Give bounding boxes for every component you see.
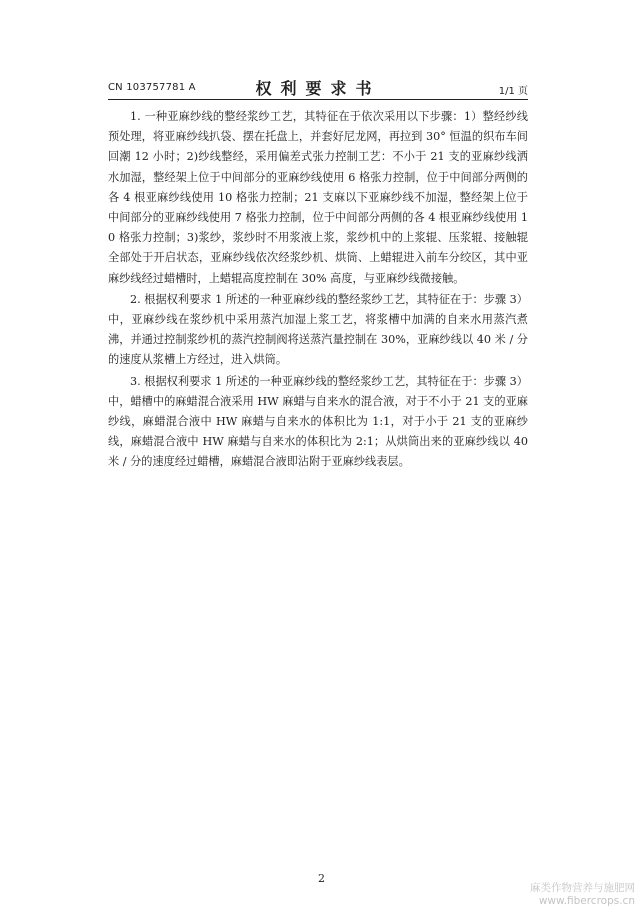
claim-1: 1. 一种亚麻纱线的整经浆纱工艺，其特征在于依次采用以下步骤：1）整经纱线预处理，将亚麻纱线扒袋、摆在托盘上，并套好尼龙网，再拉到 30° 恒温的织布车间回潮 12 小时；2)纱线整经，采用偏差式张力控制工艺：不小于 21 支的亚麻纱线洒水加湿，整经架上位于中间部分的亚麻纱线使用 6 格张力控制，位于中间部分两侧的各 4 根亚麻纱线使用 10 格张力控制；21 支麻以下亚麻纱线不加湿，整经架上位于中间部分的亚麻纱线使用 7 格张力控制，位于中间部分两侧的各 4 根亚麻纱线使用 10 格张力控制；3)浆纱，浆纱时不用浆液上浆，浆纱机中的上浆辊、压浆辊、接触辊全部处于开启状态，亚麻纱线依次经浆纱机、烘筒、上蜡辊进入前车分绞区，其中亚麻纱线经过蜡槽时，上蜡辊高度控制在 30% 高度，与亚麻纱线微接触。: [108, 110, 528, 285]
page-number: 2: [318, 872, 325, 885]
watermark-site-name: 麻类作物营养与施肥网: [530, 882, 635, 894]
document-title: 权利要求书: [255, 79, 381, 98]
claim-3: 3. 根据权利要求 1 所述的一种亚麻纱线的整经浆纱工艺，其特征在于：步骤 3）中，蜡槽中的麻蜡混合液采用 HW 麻蜡与自来水的混合液，对于不小于 21 支的亚麻纱线，麻蜡混合液中 HW 麻蜡与自来水的体积比为 1:1，对于小于 21 支的亚麻纱线，麻蜡混合液中 HW 麻蜡与自来水的体积比为 2:1；从烘筒出来的亚麻纱线以 40 米 / 分的速度经过蜡槽，麻蜡混合液即沾附于亚麻纱线表层。: [108, 374, 528, 469]
page-indicator: 1/1 页: [498, 86, 528, 97]
claims-body: [108, 107, 528, 474]
header-divider: [108, 99, 528, 100]
watermark-site-url: www.fibercrops.cn: [538, 895, 635, 907]
site-watermark: [530, 882, 635, 908]
claim-2: 2. 根据权利要求 1 所述的一种亚麻纱线的整经浆纱工艺，其特征在于：步骤 3）中，亚麻纱线在浆纱机中采用蒸汽加湿上浆工艺，将浆槽中加满的自来水用蒸汽煮沸，并通过控制浆纱机的蒸汽控制阀将送蒸汽量控制在 30%，亚麻纱线以 40 米 / 分的速度从浆槽上方经过，进入烘筒。: [108, 292, 528, 367]
document-header: [108, 76, 528, 98]
publication-number: CN 103757781 A: [108, 82, 196, 93]
